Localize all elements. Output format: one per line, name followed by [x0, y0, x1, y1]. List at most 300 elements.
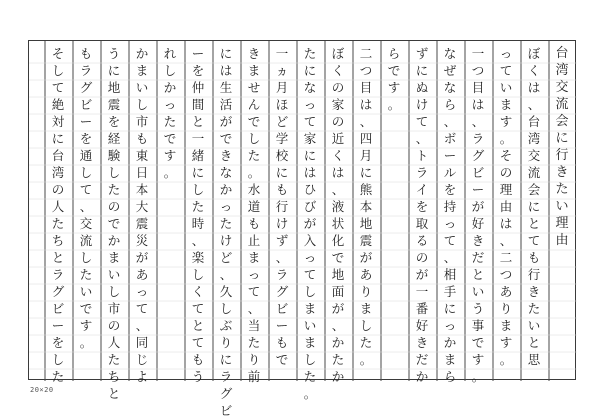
glyph-cell: け — [219, 233, 233, 248]
glyph-cell: 相 — [443, 267, 457, 282]
glyph-cell: に — [219, 46, 233, 61]
glyph-cell: で — [387, 63, 401, 78]
glyph-cell: い — [107, 267, 121, 282]
glyph-cell: 止 — [247, 233, 261, 248]
glyph-cell: グ — [79, 80, 93, 95]
essay-line — [240, 40, 268, 384]
glyph-cell: 。 — [163, 165, 177, 180]
glyph-cell: 熊 — [359, 182, 373, 197]
glyph-cell: で — [163, 131, 177, 146]
glyph-cell: て — [499, 63, 513, 78]
glyph-cell: て — [303, 267, 317, 282]
glyph-cell: を — [107, 114, 121, 129]
glyph-cell: び — [303, 199, 317, 214]
glyph-cell: 本 — [135, 182, 149, 197]
glyph-cell: し — [303, 284, 317, 299]
essay-line — [296, 40, 324, 401]
glyph-cell: ず — [415, 46, 429, 61]
glyph-cell: 楽 — [191, 250, 205, 265]
glyph-cell: 理 — [555, 216, 569, 231]
glyph-cell: を — [51, 335, 65, 350]
glyph-cell: た — [303, 46, 317, 61]
glyph-cell: す — [163, 148, 177, 163]
essay-line — [44, 40, 72, 384]
glyph-cell: 通 — [79, 148, 93, 163]
glyph-cell: 家 — [303, 131, 317, 146]
glyph-cell: 流 — [555, 97, 569, 112]
glyph-cell: グ — [51, 284, 65, 299]
glyph-cell: を — [443, 182, 457, 197]
glyph-cell: し — [51, 63, 65, 78]
glyph-cell: ビ — [471, 165, 485, 180]
essay-line — [380, 40, 408, 380]
glyph-cell: し — [191, 182, 205, 197]
glyph-cell: は — [219, 63, 233, 78]
glyph-cell: た — [219, 216, 233, 231]
glyph-cell: 会 — [555, 114, 569, 129]
glyph-cell: っ — [499, 46, 513, 61]
glyph-cell: 行 — [275, 199, 289, 214]
glyph-cell: ー — [51, 318, 65, 333]
glyph-cell: も — [135, 131, 149, 146]
glyph-cell: き — [555, 165, 569, 180]
glyph-cell: け — [275, 216, 289, 231]
glyph-cell: 交 — [555, 80, 569, 95]
glyph-cell: な — [443, 46, 457, 61]
glyph-cell: 理 — [499, 182, 513, 197]
glyph-cell: か — [331, 335, 345, 350]
glyph-cell: と — [527, 335, 541, 350]
essay-line — [184, 40, 212, 384]
glyph-cell: う — [471, 301, 485, 316]
glyph-cell: 行 — [527, 267, 541, 282]
glyph-cell: も — [275, 335, 289, 350]
glyph-cell: 生 — [219, 80, 233, 95]
glyph-cell: に — [51, 131, 65, 146]
glyph-cell: そ — [51, 46, 65, 61]
glyph-cell: ラ — [471, 131, 485, 146]
glyph-cell: ラ — [219, 369, 233, 384]
glyph-cell: 家 — [331, 97, 345, 112]
glyph-cell: は — [359, 97, 373, 112]
glyph-cell: 一 — [415, 284, 429, 299]
glyph-cell: 目 — [359, 80, 373, 95]
glyph-cell: ー — [79, 114, 93, 129]
glyph-cell: 、 — [219, 267, 233, 282]
glyph-cell: イ — [415, 182, 429, 197]
glyph-cell: ラ — [275, 267, 289, 282]
glyph-cell: し — [191, 267, 205, 282]
glyph-cell: グ — [275, 284, 289, 299]
glyph-cell: 、 — [331, 182, 345, 197]
glyph-cell: あ — [499, 284, 513, 299]
glyph-cell: 水 — [247, 182, 261, 197]
glyph-cell: の — [499, 165, 513, 180]
glyph-cell: し — [303, 352, 317, 367]
glyph-cell: と — [107, 386, 121, 401]
glyph-cell: 、 — [527, 97, 541, 112]
sheet-code: 20×20 — [30, 386, 54, 394]
glyph-cell: い — [303, 318, 317, 333]
glyph-cell: す — [499, 335, 513, 350]
glyph-cell: り — [247, 352, 261, 367]
glyph-cell: ま — [107, 250, 121, 265]
essay-line — [128, 40, 156, 384]
glyph-cell: っ — [303, 250, 317, 265]
essay-line — [464, 40, 492, 384]
essay-title — [548, 40, 576, 380]
glyph-cell: ん — [247, 97, 261, 112]
glyph-cell: 、 — [415, 131, 429, 146]
glyph-cell: の — [107, 199, 121, 214]
glyph-cell: つ — [471, 63, 485, 78]
essay-line — [72, 40, 100, 380]
glyph-cell: 時 — [191, 216, 205, 231]
glyph-cell: に — [359, 165, 373, 180]
glyph-cell: の — [331, 80, 345, 95]
glyph-cell: ら — [443, 97, 457, 112]
glyph-cell: も — [191, 352, 205, 367]
glyph-cell: に — [443, 301, 457, 316]
glyph-cell: 思 — [527, 352, 541, 367]
glyph-cell: た — [79, 267, 93, 282]
glyph-cell: た — [107, 352, 121, 367]
glyph-cell: 人 — [51, 199, 65, 214]
glyph-cell: 、 — [359, 114, 373, 129]
glyph-cell: ま — [303, 301, 317, 316]
glyph-cell: す — [79, 318, 93, 333]
glyph-cell: っ — [443, 216, 457, 231]
essay-line — [156, 40, 184, 380]
glyph-cell: ビ — [219, 403, 233, 418]
glyph-cell: ぶ — [219, 318, 233, 333]
glyph-cell: か — [163, 80, 177, 95]
glyph-cell: た — [163, 114, 177, 129]
glyph-cell: と — [527, 216, 541, 231]
glyph-cell: す — [387, 80, 401, 95]
glyph-cell: っ — [443, 318, 457, 333]
glyph-cell: く — [527, 63, 541, 78]
essay-line — [408, 40, 436, 384]
glyph-cell: 日 — [135, 165, 149, 180]
glyph-cell: ー — [471, 182, 485, 197]
glyph-cell: な — [303, 80, 317, 95]
glyph-cell: 学 — [275, 131, 289, 146]
glyph-cell: 当 — [247, 318, 261, 333]
glyph-cell: つ — [499, 267, 513, 282]
glyph-cell: 目 — [471, 80, 485, 95]
glyph-cell: 番 — [415, 301, 429, 316]
glyph-cell: た — [247, 148, 261, 163]
glyph-cell: 仲 — [191, 80, 205, 95]
glyph-cell: が — [135, 250, 149, 265]
glyph-cell: っ — [135, 284, 149, 299]
glyph-cell: 好 — [415, 318, 429, 333]
glyph-cell: ー — [191, 46, 205, 61]
glyph-cell: も — [275, 182, 289, 197]
glyph-cell: を — [79, 131, 93, 146]
glyph-cell: る — [415, 233, 429, 248]
glyph-cell: い — [79, 284, 93, 299]
glyph-cell: し — [135, 97, 149, 112]
glyph-cell: た — [527, 301, 541, 316]
glyph-cell: す — [471, 352, 485, 367]
glyph-cell: 地 — [359, 216, 373, 231]
glyph-cell: ビ — [51, 301, 65, 316]
glyph-cell: ト — [415, 148, 429, 163]
glyph-cell: で — [79, 301, 93, 316]
glyph-cell: が — [303, 216, 317, 231]
glyph-cell: 手 — [443, 284, 457, 299]
glyph-cell: て — [191, 335, 205, 350]
glyph-cell: く — [331, 63, 345, 78]
glyph-cell: 校 — [275, 148, 289, 163]
glyph-cell: 持 — [443, 199, 457, 214]
glyph-cell: 、 — [247, 301, 261, 316]
glyph-cell: 交 — [527, 148, 541, 163]
glyph-cell: 流 — [79, 233, 93, 248]
glyph-cell: は — [499, 216, 513, 231]
glyph-cell: も — [527, 250, 541, 265]
glyph-cell: い — [499, 80, 513, 95]
glyph-cell: ビ — [79, 97, 93, 112]
glyph-cell: ら — [387, 46, 401, 61]
glyph-cell: に — [275, 165, 289, 180]
glyph-cell: ヵ — [275, 63, 289, 78]
glyph-cell: 絶 — [51, 97, 65, 112]
glyph-cell: き — [415, 335, 429, 350]
glyph-cell: っ — [303, 97, 317, 112]
glyph-cell: す — [499, 114, 513, 129]
glyph-cell: 取 — [415, 216, 429, 231]
glyph-cell: ま — [247, 250, 261, 265]
glyph-cell: 、 — [471, 114, 485, 129]
glyph-cell: 由 — [555, 233, 569, 248]
glyph-cell: 震 — [359, 233, 373, 248]
glyph-cell: ま — [303, 335, 317, 350]
glyph-cell: れ — [163, 46, 177, 61]
glyph-cell: 験 — [107, 148, 121, 163]
glyph-cell: と — [471, 267, 485, 282]
glyph-cell: に — [527, 199, 541, 214]
glyph-cell: ぼ — [527, 46, 541, 61]
glyph-cell: で — [247, 114, 261, 129]
glyph-cell: 交 — [79, 216, 93, 231]
glyph-cell: 本 — [359, 199, 373, 214]
glyph-cell: 状 — [331, 216, 345, 231]
glyph-cell: を — [415, 199, 429, 214]
glyph-cell: ボ — [443, 131, 457, 146]
glyph-cell: く — [191, 284, 205, 299]
glyph-cell: 。 — [79, 335, 93, 350]
glyph-cell: き — [471, 233, 485, 248]
glyph-cell: な — [443, 80, 457, 95]
glyph-cell: 入 — [303, 233, 317, 248]
glyph-cell: ま — [499, 97, 513, 112]
glyph-cell: 湾 — [555, 63, 569, 78]
essay-line — [324, 40, 352, 384]
glyph-cell: あ — [135, 267, 149, 282]
glyph-cell: 大 — [135, 199, 149, 214]
glyph-cell: ど — [219, 250, 233, 265]
glyph-cell: ラ — [79, 63, 93, 78]
glyph-cell: ほ — [275, 97, 289, 112]
glyph-cell: に — [415, 63, 429, 78]
glyph-cell: 道 — [247, 199, 261, 214]
glyph-cell: 、 — [443, 250, 457, 265]
glyph-cell: の — [51, 182, 65, 197]
glyph-cell: に — [107, 63, 121, 78]
glyph-cell: か — [107, 233, 121, 248]
glyph-cell: そ — [499, 148, 513, 163]
glyph-cell: つ — [359, 63, 373, 78]
glyph-cell: て — [303, 114, 317, 129]
glyph-cell: し — [219, 301, 233, 316]
glyph-cell: 台 — [527, 114, 541, 129]
glyph-cell: ぜ — [443, 63, 457, 78]
glyph-cell: た — [51, 216, 65, 231]
glyph-cell: し — [107, 165, 121, 180]
glyph-cell: 台 — [555, 46, 569, 61]
glyph-cell: っ — [219, 199, 233, 214]
glyph-cell: に — [219, 352, 233, 367]
glyph-cell: を — [191, 63, 205, 78]
glyph-cell: ち — [107, 369, 121, 384]
glyph-cell: 活 — [219, 97, 233, 112]
glyph-cell: ま — [247, 63, 261, 78]
glyph-cell: し — [107, 284, 121, 299]
glyph-cell: 間 — [191, 97, 205, 112]
glyph-cell: 震 — [135, 216, 149, 231]
glyph-cell: ま — [499, 318, 513, 333]
glyph-cell: 緒 — [191, 148, 205, 163]
glyph-cell: ー — [275, 318, 289, 333]
glyph-cell: ル — [443, 165, 457, 180]
glyph-cell: 化 — [331, 233, 345, 248]
glyph-cell: ら — [443, 369, 457, 384]
glyph-cell: か — [135, 46, 149, 61]
glyph-cell: 湾 — [51, 165, 65, 180]
glyph-cell: 。 — [247, 165, 261, 180]
glyph-cell: 。 — [499, 352, 513, 367]
glyph-cell: グ — [219, 386, 233, 401]
glyph-cell: 市 — [135, 114, 149, 129]
glyph-cell: し — [79, 250, 93, 265]
glyph-cell: 。 — [499, 131, 513, 146]
glyph-cell: 前 — [247, 369, 261, 384]
essay-line — [492, 40, 520, 380]
glyph-cell: ぬ — [415, 80, 429, 95]
glyph-cell: う — [191, 369, 205, 384]
glyph-cell: 二 — [499, 250, 513, 265]
glyph-cell: た — [359, 335, 373, 350]
glyph-cell: か — [219, 182, 233, 197]
essay-line — [520, 40, 548, 380]
glyph-cell: が — [331, 301, 345, 316]
essay-line — [268, 40, 296, 380]
glyph-cell: の — [331, 114, 345, 129]
glyph-cell: 、 — [135, 318, 149, 333]
glyph-cell: し — [359, 318, 373, 333]
glyph-cell: う — [107, 46, 121, 61]
glyph-cell: よ — [135, 369, 149, 384]
glyph-cell: 四 — [359, 131, 373, 146]
glyph-cell: ぼ — [331, 46, 345, 61]
glyph-cell: ひ — [303, 182, 317, 197]
glyph-cell: だ — [415, 352, 429, 367]
glyph-cell: し — [247, 131, 261, 146]
glyph-cell: が — [359, 250, 373, 265]
glyph-cell: き — [527, 284, 541, 299]
glyph-cell: り — [499, 301, 513, 316]
glyph-cell: だ — [471, 250, 485, 265]
glyph-cell: も — [79, 46, 93, 61]
glyph-cell: せ — [247, 80, 261, 95]
glyph-cell: く — [331, 148, 345, 163]
glyph-cell: 、 — [443, 114, 457, 129]
glyph-cell: 。 — [387, 97, 401, 112]
glyph-cell: な — [219, 165, 233, 180]
glyph-cell: で — [331, 250, 345, 265]
glyph-cell: し — [163, 63, 177, 78]
glyph-cell: 湾 — [527, 131, 541, 146]
glyph-cell: で — [471, 335, 485, 350]
glyph-cell: 一 — [275, 46, 289, 61]
glyph-cell: た — [331, 352, 345, 367]
glyph-cell: ビ — [275, 301, 289, 316]
glyph-cell: ま — [443, 352, 457, 367]
essay-line — [436, 40, 464, 384]
glyph-cell: り — [359, 284, 373, 299]
glyph-cell: じ — [135, 352, 149, 367]
glyph-cell: と — [191, 318, 205, 333]
glyph-cell: ど — [275, 114, 289, 129]
glyph-cell: た — [303, 369, 317, 384]
glyph-cell: と — [191, 114, 205, 129]
glyph-cell: た — [107, 182, 121, 197]
glyph-cell: い — [527, 318, 541, 333]
glyph-cell: は — [331, 165, 345, 180]
glyph-cell: が — [471, 199, 485, 214]
glyph-cell: 、 — [331, 318, 345, 333]
glyph-cell: ち — [51, 233, 65, 248]
glyph-cell: 事 — [471, 318, 485, 333]
glyph-cell: た — [191, 199, 205, 214]
glyph-cell: い — [555, 199, 569, 214]
glyph-cell: と — [51, 250, 65, 265]
glyph-cell: て — [191, 301, 205, 316]
essay-line — [100, 40, 128, 401]
glyph-cell: 台 — [51, 148, 65, 163]
glyph-cell: に — [303, 63, 317, 78]
glyph-cell: の — [415, 250, 429, 265]
glyph-cell: が — [219, 114, 233, 129]
glyph-cell: っ — [163, 97, 177, 112]
glyph-cell: の — [107, 318, 121, 333]
glyph-cell: か — [443, 335, 457, 350]
glyph-cell: に — [555, 131, 569, 146]
glyph-cell: 月 — [275, 80, 289, 95]
glyph-cell: か — [415, 369, 429, 384]
glyph-cell: け — [415, 97, 429, 112]
glyph-cell: も — [247, 216, 261, 231]
glyph-cell: 、 — [499, 233, 513, 248]
glyph-cell: グ — [471, 148, 485, 163]
glyph-cell: で — [275, 352, 289, 367]
glyph-cell: し — [79, 165, 93, 180]
glyph-cell: ま — [359, 301, 373, 316]
glyph-cell: 。 — [303, 386, 317, 401]
